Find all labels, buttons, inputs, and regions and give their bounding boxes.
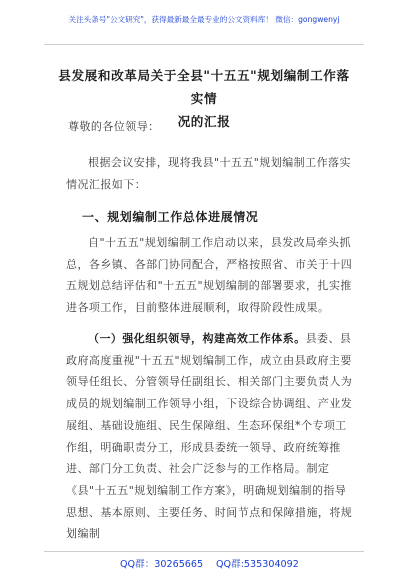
header-divider [44, 44, 364, 45]
section-1-paragraph: 自"十五五"规划编制工作启动以来，县发改局牵头抓总，各乡镇、各部门协同配合，严格按照省、市关于十四五规划总结评估和"十五五"规划编制的部署要求，扎实推进各项工作，目前整体进展顺利，取得阶段性成果。 [66, 236, 353, 315]
subsection-1-text: 县委、县政府高度重视"十五五"规划编制工作，成立由县政府主要领导任组长、分管领导任副组长、相关部门主要负责人为成员的规划编制工作领导小组，下设综合协调组、产业发展组、基础设施组、民生保障组、生态环保组*个专项工作组，明确职责分工，形成县委统一领导、政府统筹推进、部门分工负责、社会广泛参与的工作格局。制定《县"十五五"规划编制工作方案》，明确规划编制的指导思想、基本原则、主要任务、时间节点和保障措施，将规划编制 [66, 332, 353, 541]
subsection-1-heading: （一）强化组织领导，构建高效工作体系。 [88, 332, 306, 345]
footer-qq-group-1: QQ群：30265665 [120, 559, 204, 570]
header-banner: 关注头条号"公文研究"，获得最新最全最专业的公文资料库！ 微信：gongwenyj [68, 15, 340, 24]
footer-qq-group-2: QQ群:535304092 [216, 559, 299, 570]
subsection-1-paragraph [66, 328, 354, 545]
intro-paragraph: 根据会议安排，现将我县"十五五"规划编制工作落实情况汇报如下： [66, 156, 351, 191]
title-line-2: 况的汇报 [177, 114, 231, 129]
section-1-heading: 一、规划编制工作总体进展情况 [82, 210, 259, 224]
title-line-1: 县发展和改革局关于全县"十五五"规划编制工作落实情 [58, 68, 350, 106]
salutation: 尊敬的各位领导： [68, 120, 160, 133]
footer-divider [44, 551, 364, 552]
